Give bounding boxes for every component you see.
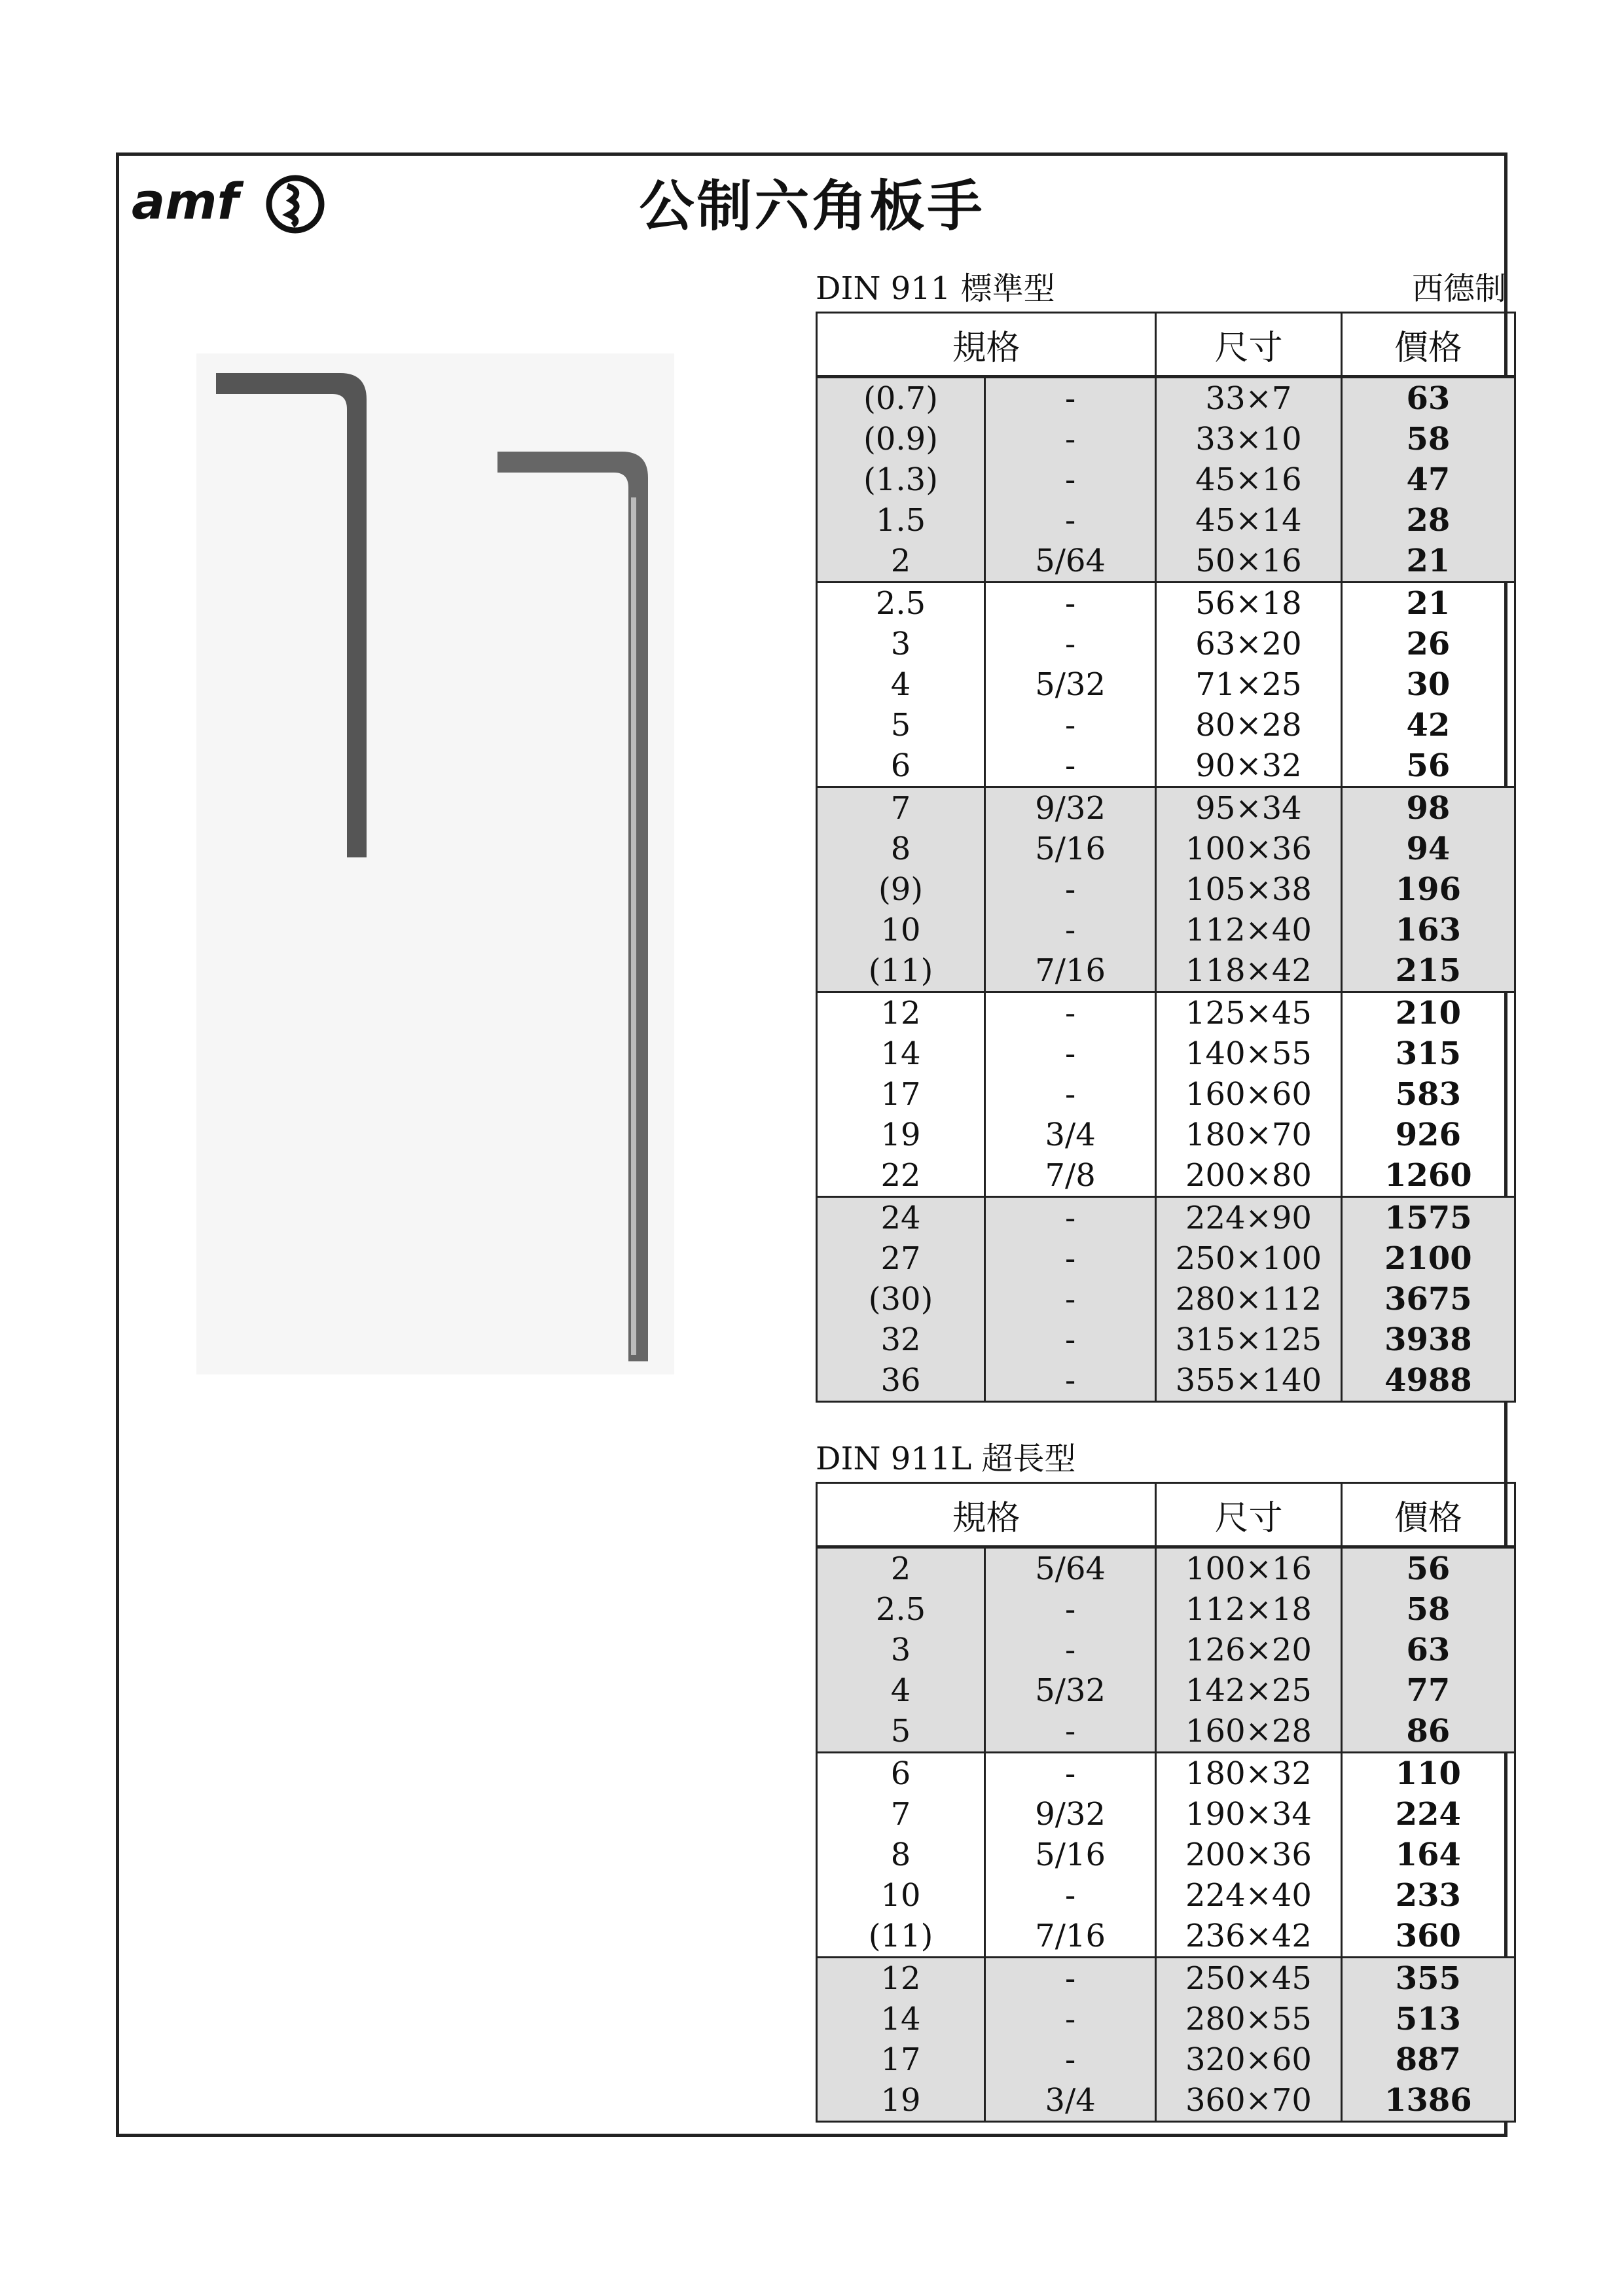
dimension-cell: 200×36 xyxy=(1156,1835,1341,1875)
metric-size-cell: (9) xyxy=(817,869,985,910)
row-group xyxy=(817,1958,1515,2122)
inch-size-cell: - xyxy=(985,1279,1156,1319)
table-row xyxy=(817,992,1515,1034)
dimension-cell: 112×40 xyxy=(1156,910,1342,950)
dimension-cell: 180×70 xyxy=(1156,1115,1342,1155)
metric-size-cell: 7 xyxy=(817,787,985,829)
inch-size-cell: - xyxy=(985,1074,1156,1115)
price-cell: 58 xyxy=(1341,419,1515,459)
metric-size-cell: 19 xyxy=(817,1115,985,1155)
dimension-cell: 125×45 xyxy=(1156,992,1342,1034)
table-row xyxy=(817,1547,1515,1590)
inch-size-cell: 7/8 xyxy=(985,1155,1156,1197)
inch-size-cell: - xyxy=(985,583,1156,624)
col-header-size: 尺寸 xyxy=(1156,313,1342,377)
inch-size-cell: 3/4 xyxy=(985,1115,1156,1155)
metric-size-cell: 2 xyxy=(817,1547,985,1590)
dimension-cell: 224×40 xyxy=(1156,1875,1341,1916)
table-row xyxy=(817,1670,1515,1711)
dimension-cell: 45×14 xyxy=(1156,500,1342,541)
dimension-cell: 224×90 xyxy=(1156,1197,1342,1239)
dimension-cell: 140×55 xyxy=(1156,1033,1342,1074)
col-header-price: 價格 xyxy=(1341,1483,1515,1547)
metric-size-cell: 19 xyxy=(817,2080,985,2122)
col-header-spec: 規格 xyxy=(817,1483,1156,1547)
dimension-cell: 100×16 xyxy=(1156,1547,1341,1590)
col-header-price: 價格 xyxy=(1341,313,1515,377)
inch-size-cell: 7/16 xyxy=(985,1916,1156,1958)
table-row xyxy=(817,1875,1515,1916)
price-cell: 94 xyxy=(1341,829,1515,869)
page-title: 公制六角板手 xyxy=(639,173,985,238)
inch-size-cell: - xyxy=(985,1589,1156,1630)
price-cell: 164 xyxy=(1341,1835,1515,1875)
price-cell: 77 xyxy=(1341,1670,1515,1711)
table-row xyxy=(817,1074,1515,1115)
table-row xyxy=(817,745,1515,787)
row-group xyxy=(817,1547,1515,1753)
metric-size-cell: 14 xyxy=(817,1033,985,1074)
price-cell: 513 xyxy=(1341,1999,1515,2039)
dimension-cell: 33×10 xyxy=(1156,419,1342,459)
price-cell: 56 xyxy=(1341,745,1515,787)
price-cell: 215 xyxy=(1341,950,1515,992)
price-cell: 3938 xyxy=(1341,1319,1515,1360)
svg-text:amf: amf xyxy=(132,172,239,230)
price-cell: 21 xyxy=(1341,583,1515,624)
metric-size-cell: 3 xyxy=(817,1630,985,1670)
dimension-cell: 142×25 xyxy=(1156,1670,1341,1711)
dimension-cell: 56×18 xyxy=(1156,583,1342,624)
price-cell: 63 xyxy=(1341,377,1515,420)
inch-size-cell: - xyxy=(985,2039,1156,2080)
dimension-cell: 280×55 xyxy=(1156,1999,1341,2039)
inch-size-cell: 3/4 xyxy=(985,2080,1156,2122)
table-row xyxy=(817,1958,1515,2000)
inch-size-cell: 5/16 xyxy=(985,1835,1156,1875)
table-row xyxy=(817,1753,1515,1795)
metric-size-cell: 6 xyxy=(817,1753,985,1795)
metric-size-cell: 2 xyxy=(817,541,985,583)
inch-size-cell: - xyxy=(985,624,1156,664)
price-cell: 30 xyxy=(1341,664,1515,705)
metric-size-cell: 5 xyxy=(817,1711,985,1753)
inch-size-cell: - xyxy=(985,459,1156,500)
inch-size-cell: - xyxy=(985,1875,1156,1916)
row-group xyxy=(817,992,1515,1197)
price-cell: 110 xyxy=(1341,1753,1515,1795)
price-cell: 1260 xyxy=(1341,1155,1515,1197)
price-cell: 98 xyxy=(1341,787,1515,829)
inch-size-cell: 5/64 xyxy=(985,1547,1156,1590)
dimension-cell: 95×34 xyxy=(1156,787,1342,829)
dimension-cell: 200×80 xyxy=(1156,1155,1342,1197)
table-row xyxy=(817,583,1515,624)
dimension-cell: 90×32 xyxy=(1156,745,1342,787)
metric-size-cell: 17 xyxy=(817,2039,985,2080)
table-row xyxy=(817,1794,1515,1835)
table-row xyxy=(817,1197,1515,1239)
metric-size-cell: 4 xyxy=(817,664,985,705)
table-row xyxy=(817,624,1515,664)
table-row xyxy=(817,1916,1515,1958)
table-row xyxy=(817,2039,1515,2080)
metric-size-cell: (0.9) xyxy=(817,419,985,459)
table-row xyxy=(817,2080,1515,2122)
table-row xyxy=(817,1115,1515,1155)
metric-size-cell: 24 xyxy=(817,1197,985,1239)
price-cell: 1575 xyxy=(1341,1197,1515,1239)
metric-size-cell: 5 xyxy=(817,705,985,745)
price-cell: 360 xyxy=(1341,1916,1515,1958)
row-group xyxy=(817,583,1515,787)
inch-size-cell: 5/32 xyxy=(985,664,1156,705)
table-row xyxy=(817,459,1515,500)
inch-size-cell: 9/32 xyxy=(985,1794,1156,1835)
metric-size-cell: 32 xyxy=(817,1319,985,1360)
inch-size-cell: - xyxy=(985,1630,1156,1670)
price-cell: 21 xyxy=(1341,541,1515,583)
dimension-cell: 190×34 xyxy=(1156,1794,1341,1835)
table-row xyxy=(817,541,1515,583)
price-cell: 1386 xyxy=(1341,2080,1515,2122)
price-cell: 86 xyxy=(1341,1711,1515,1753)
dimension-cell: 100×36 xyxy=(1156,829,1342,869)
table-row xyxy=(817,1630,1515,1670)
metric-size-cell: (11) xyxy=(817,950,985,992)
price-cell: 926 xyxy=(1341,1115,1515,1155)
dimension-cell: 63×20 xyxy=(1156,624,1342,664)
inch-size-cell: - xyxy=(985,1360,1156,1402)
table-row xyxy=(817,1589,1515,1630)
section2-label: DIN 911L 超長型 xyxy=(816,1441,1076,1477)
price-cell: 210 xyxy=(1341,992,1515,1034)
table-row xyxy=(817,705,1515,745)
table-row xyxy=(817,1279,1515,1319)
inch-size-cell: - xyxy=(985,745,1156,787)
dimension-cell: 33×7 xyxy=(1156,377,1342,420)
metric-size-cell: 3 xyxy=(817,624,985,664)
row-group xyxy=(817,1197,1515,1402)
table-row xyxy=(817,500,1515,541)
dimension-cell: 71×25 xyxy=(1156,664,1342,705)
table-row xyxy=(817,377,1515,420)
metric-size-cell: (1.3) xyxy=(817,459,985,500)
price-cell: 4988 xyxy=(1341,1360,1515,1402)
metric-size-cell: 27 xyxy=(817,1238,985,1279)
inch-size-cell: 7/16 xyxy=(985,950,1156,992)
price-cell: 2100 xyxy=(1341,1238,1515,1279)
price-cell: 56 xyxy=(1341,1547,1515,1590)
metric-size-cell: 4 xyxy=(817,1670,985,1711)
dimension-cell: 118×42 xyxy=(1156,950,1342,992)
table-row xyxy=(817,1319,1515,1360)
dimension-cell: 280×112 xyxy=(1156,1279,1342,1319)
price-cell: 163 xyxy=(1341,910,1515,950)
price-cell: 315 xyxy=(1341,1033,1515,1074)
dimension-cell: 320×60 xyxy=(1156,2039,1341,2080)
price-cell: 63 xyxy=(1341,1630,1515,1670)
din911-standard-table xyxy=(816,312,1516,1403)
dimension-cell: 160×60 xyxy=(1156,1074,1342,1115)
dimension-cell: 112×18 xyxy=(1156,1589,1341,1630)
inch-size-cell: - xyxy=(985,910,1156,950)
row-group xyxy=(817,377,1515,583)
price-cell: 58 xyxy=(1341,1589,1515,1630)
price-cell: 3675 xyxy=(1341,1279,1515,1319)
row-group xyxy=(817,1753,1515,1958)
price-cell: 42 xyxy=(1341,705,1515,745)
section1-label: DIN 911 標準型 xyxy=(816,270,1055,307)
table-row xyxy=(817,910,1515,950)
inch-size-cell: - xyxy=(985,1753,1156,1795)
dimension-cell: 126×20 xyxy=(1156,1630,1341,1670)
price-cell: 355 xyxy=(1341,1958,1515,2000)
table-row xyxy=(817,829,1515,869)
price-cell: 224 xyxy=(1341,1794,1515,1835)
price-cell: 28 xyxy=(1341,500,1515,541)
origin-label: 西德制 xyxy=(1411,270,1506,307)
inch-size-cell: - xyxy=(985,992,1156,1034)
inch-size-cell: 5/16 xyxy=(985,829,1156,869)
metric-size-cell: 12 xyxy=(817,992,985,1034)
metric-size-cell: (0.7) xyxy=(817,377,985,420)
table-row xyxy=(817,1999,1515,2039)
inch-size-cell: - xyxy=(985,1958,1156,2000)
metric-size-cell: 1.5 xyxy=(817,500,985,541)
table-row xyxy=(817,1835,1515,1875)
metric-size-cell: 8 xyxy=(817,829,985,869)
metric-size-cell: 17 xyxy=(817,1074,985,1115)
metric-size-cell: 6 xyxy=(817,745,985,787)
dimension-cell: 250×100 xyxy=(1156,1238,1342,1279)
inch-size-cell: - xyxy=(985,1999,1156,2039)
price-cell: 26 xyxy=(1341,624,1515,664)
inch-size-cell: - xyxy=(985,869,1156,910)
metric-size-cell: 12 xyxy=(817,1958,985,2000)
inch-size-cell: - xyxy=(985,1238,1156,1279)
table-row xyxy=(817,1711,1515,1753)
inch-size-cell: - xyxy=(985,705,1156,745)
col-header-size: 尺寸 xyxy=(1156,1483,1341,1547)
dimension-cell: 105×38 xyxy=(1156,869,1342,910)
inch-size-cell: - xyxy=(985,1319,1156,1360)
metric-size-cell: 10 xyxy=(817,910,985,950)
inch-size-cell: - xyxy=(985,500,1156,541)
table-row xyxy=(817,1238,1515,1279)
metric-size-cell: 36 xyxy=(817,1360,985,1402)
table-row xyxy=(817,419,1515,459)
dimension-cell: 50×16 xyxy=(1156,541,1342,583)
col-header-spec: 規格 xyxy=(817,313,1156,377)
inch-size-cell: - xyxy=(985,1711,1156,1753)
table-row xyxy=(817,1033,1515,1074)
dimension-cell: 80×28 xyxy=(1156,705,1342,745)
inch-size-cell: 5/32 xyxy=(985,1670,1156,1711)
dimension-cell: 45×16 xyxy=(1156,459,1342,500)
dimension-cell: 360×70 xyxy=(1156,2080,1341,2122)
dimension-cell: 315×125 xyxy=(1156,1319,1342,1360)
table-row xyxy=(817,664,1515,705)
metric-size-cell: 7 xyxy=(817,1794,985,1835)
inch-size-cell: - xyxy=(985,419,1156,459)
din911l-extra-long-table xyxy=(816,1482,1516,2123)
inch-size-cell: - xyxy=(985,377,1156,420)
dimension-cell: 180×32 xyxy=(1156,1753,1341,1795)
dimension-cell: 160×28 xyxy=(1156,1711,1341,1753)
dimension-cell: 355×140 xyxy=(1156,1360,1342,1402)
table-row xyxy=(817,787,1515,829)
inch-size-cell: - xyxy=(985,1033,1156,1074)
metric-size-cell: 14 xyxy=(817,1999,985,2039)
metric-size-cell: (30) xyxy=(817,1279,985,1319)
hex-wrench-photo xyxy=(196,353,674,1374)
table-row xyxy=(817,1155,1515,1197)
table-row xyxy=(817,869,1515,910)
table-row xyxy=(817,950,1515,992)
metric-size-cell: 8 xyxy=(817,1835,985,1875)
metric-size-cell: 10 xyxy=(817,1875,985,1916)
inch-size-cell: 5/64 xyxy=(985,541,1156,583)
metric-size-cell: 22 xyxy=(817,1155,985,1197)
row-group xyxy=(817,787,1515,992)
dimension-cell: 236×42 xyxy=(1156,1916,1341,1958)
metric-size-cell: 2.5 xyxy=(817,1589,985,1630)
inch-size-cell: 9/32 xyxy=(985,787,1156,829)
inch-size-cell: - xyxy=(985,1197,1156,1239)
metric-size-cell: 2.5 xyxy=(817,583,985,624)
price-cell: 196 xyxy=(1341,869,1515,910)
metric-size-cell: (11) xyxy=(817,1916,985,1958)
dimension-cell: 250×45 xyxy=(1156,1958,1341,2000)
price-cell: 887 xyxy=(1341,2039,1515,2080)
table-row xyxy=(817,1360,1515,1402)
price-cell: 47 xyxy=(1341,459,1515,500)
price-cell: 233 xyxy=(1341,1875,1515,1916)
price-cell: 583 xyxy=(1341,1074,1515,1115)
